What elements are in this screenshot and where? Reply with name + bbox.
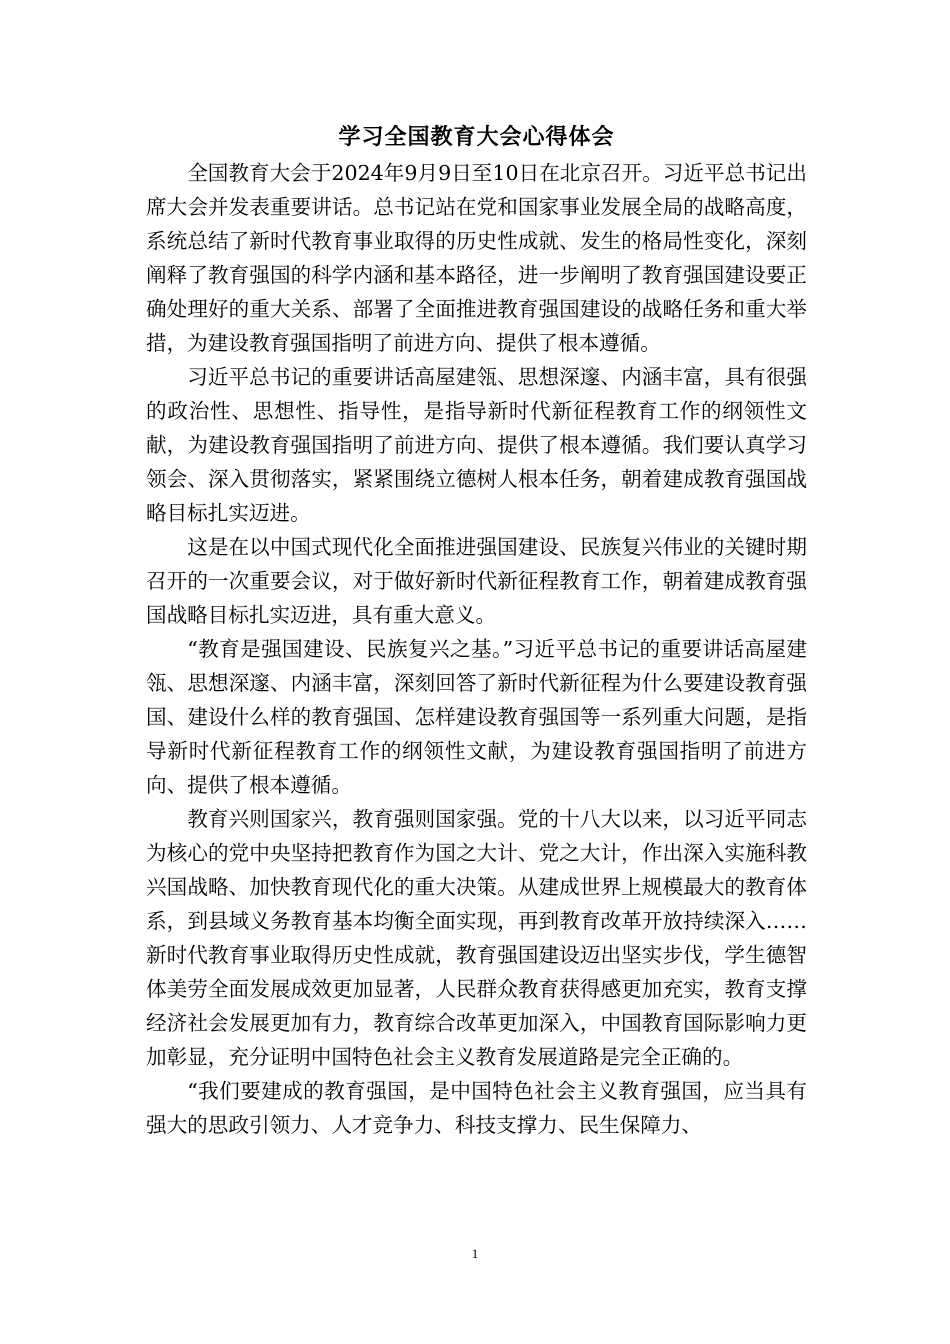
paragraph-3: 这是在以中国式现代化全面推进强国建设、民族复兴伟业的关键时期召开的一次重要会议，对于做好新时代新征程教育工作，朝着建成教育强国战略目标扎实迈进，具有重大意义。	[146, 535, 807, 627]
paragraph-1: 全国教育大会于2024年9月9日至10日在北京召开。习近平总书记出席大会并发表重要讲话。总书记站在党和国家事业发展全局的战略高度，系统总结了新时代教育事业取得的历史性成就、发生的格局性变化，深刻阐释了教育强国的科学内涵和基本路径，进一步阐明了教育强国建设要正确处理好的重大关系、部署了全面推进教育强国建设的战略任务和重大举措，为建设教育强国指明了前进方向、提供了根本遵循。	[146, 161, 807, 355]
paragraph-5: 教育兴则国家兴，教育强则国家强。党的十八大以来，以习近平同志为核心的党中央坚持把教育作为国之大计、党之大计，作出深入实施科教兴国战略、加快教育现代化的重大决策。从建成世界上规模最大的教育体系，到县域义务教育基本均衡全面实现，再到教育改革开放持续深入……新时代教育事业取得历史性成就，教育强国建设迈出坚实步伐，学生德智体美劳全面发展成效更加显著，人民群众教育获得感更加充实，教育支撑经济社会发展更加有力，教育综合改革更加深入，中国教育国际影响力更加彰显，充分证明中国特色社会主义教育发展道路是完全正确的。	[146, 807, 807, 1069]
document-title: 学习全国教育大会心得体会	[338, 124, 615, 150]
paragraph-4: “教育是强国建设、民族复兴之基。”习近平总书记的重要讲话高屋建瓴、思想深邃、内涵丰富，深刻回答了新时代新征程为什么要建设教育强国、建设什么样的教育强国、怎样建设教育强国等一系列重大问题，是指导新时代新征程教育工作的纲领性文献，为建设教育强国指明了前进方向、提供了根本遵循。	[146, 637, 807, 797]
paragraph-2: 习近平总书记的重要讲话高屋建瓴、思想深邃、内涵丰富，具有很强的政治性、思想性、指导性，是指导新时代新征程教育工作的纲领性文献，为建设教育强国指明了前进方向、提供了根本遵循。我们要认真学习领会、深入贯彻落实，紧紧围绕立德树人根本任务，朝着建成教育强国战略目标扎实迈进。	[146, 365, 807, 525]
page-number: 1	[471, 1246, 479, 1261]
document-body	[146, 120, 807, 1142]
paragraph-6: “我们要建成的教育强国，是中国特色社会主义教育强国，应当具有强大的思政引领力、人才竞争力、科技支撑力、民生保障力、	[146, 1079, 807, 1137]
